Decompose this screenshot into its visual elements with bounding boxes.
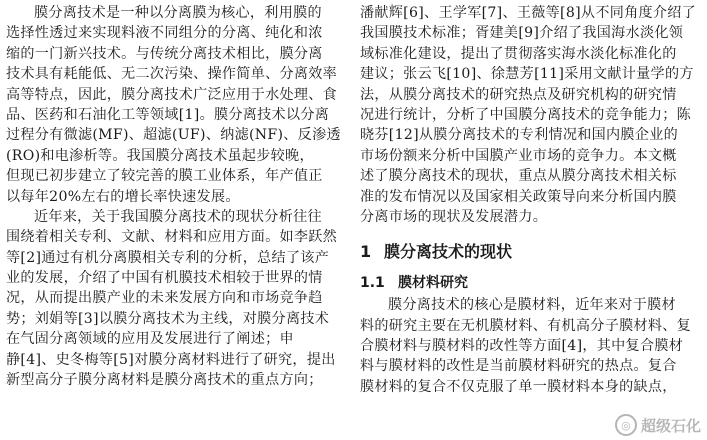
text-line: 技术具有耗能低、无二次污染、操作简单、分离效率: [6, 66, 338, 83]
text-line: 膜材料的复合不仅克服了单一膜材料本身的缺点，: [360, 378, 677, 395]
text-line: 域标准化建设，提出了贯彻落实海水淡化标准化的: [360, 45, 677, 62]
right-column: [360, 3, 702, 397]
section-heading: [360, 239, 702, 265]
text-line: 高等特点，因此，膜分离技术广泛应用于水处理、食: [6, 86, 338, 103]
text-line: 述了膜分离技术的现状，重点从膜分离技术相关标: [360, 168, 677, 185]
text-line: 以每年20%左右的增长率快速发展。: [6, 188, 240, 205]
text-line: 市场份额来分析中国膜产业市场的竞争力。本文概: [360, 147, 677, 164]
text-line: 静[4]、史冬梅等[5]对膜分离材料进行了研究，提出: [6, 351, 336, 368]
text-line: 围绕着相关专利、文献、材料和应用方面。如李跃然: [6, 229, 338, 246]
section-number: 1: [360, 242, 372, 262]
watermark: [615, 412, 701, 438]
text-line: 况进行统计，分析了中国膜分离技术的竞争能力；陈: [360, 106, 692, 123]
text-line: 建议；张云飞[10]、徐慧芳[11]采用文献计量学的方: [360, 66, 694, 83]
text-line: 但现已初步建立了较完善的膜工业体系，年产值正: [6, 168, 323, 185]
watermark-text: 超级石化: [640, 416, 701, 435]
text-line: 膜分离技术是一种以分离膜为核心，利用膜的: [34, 5, 322, 21]
text-line: 品、医药和石油化工等领域[1]。膜分离技术以分离: [6, 106, 330, 123]
text-line: 近年来，关于我国膜分离技术的现状分析往往: [34, 208, 322, 225]
text-line: 等[2]通过有机分离膜相关专利的分析，总结了该产: [6, 249, 330, 266]
text-line: 料与膜材料的改性是当前膜材料研究的热点。复合: [360, 358, 677, 375]
text-line: (RO)和电渗析等。我国膜分离技术虽起步较晚，: [6, 147, 314, 164]
text-line: 缩的一门新兴技术。与传统分离技术相比，膜分离: [6, 45, 323, 62]
text-line: 我国膜技术标准；胥建美[9]介绍了我国海水淡化领: [360, 25, 684, 42]
section-title: 膜分离技术的现状: [384, 242, 513, 262]
text-line: 分离市场的现状及发展潜力。: [360, 208, 548, 225]
left-column: [6, 3, 346, 390]
text-line: 在气固分离领域的应用及发展进行了阐述；申: [6, 331, 294, 348]
subsection-title: 膜材料研究: [398, 275, 468, 292]
subsection-heading: [360, 271, 702, 295]
text-line: 法，从膜分离技术的研究热点及研究机构的研究情: [360, 86, 677, 103]
text-line: 业的发展，介绍了中国有机膜技术相较于世界的情: [6, 270, 323, 287]
text-line: 新型高分子膜分离材料是膜分离技术的重点方向；: [6, 372, 323, 389]
wechat-logo-icon: ◎: [615, 414, 637, 436]
text-line: 过程分有微滤(MF)、超滤(UF)、纳滤(NF)、反渗透: [6, 127, 341, 144]
text-line: 准的发布情况以及国家相关政策导向来分析国内膜: [360, 188, 677, 205]
text-line: 料的研究主要在无机膜材料、有机高分子膜材料、复: [360, 317, 692, 334]
text-line: 膜分离技术的核心是膜材料，近年来对于膜材: [388, 297, 676, 314]
subsection-number: 1.1: [360, 275, 385, 292]
text-line: 势；刘娟等[3]以膜分离技术为主线，对膜分离技术: [6, 310, 330, 327]
text-line: 潘献辉[6]、王学军[7]、王薇等[8]从不同角度介绍了: [360, 5, 697, 21]
text-line: 选择性透过来实现料液不同组分的分离、纯化和浓: [6, 25, 323, 42]
text-line: 合膜材料与膜材料的改性等方面[4]，其中复合膜材: [360, 338, 684, 355]
text-line: 晓芬[12]从膜分离技术的专利情况和国内膜企业的: [360, 127, 679, 144]
text-line: 况，从而提出膜产业的未来发展方向和市场竞争趋: [6, 290, 323, 307]
